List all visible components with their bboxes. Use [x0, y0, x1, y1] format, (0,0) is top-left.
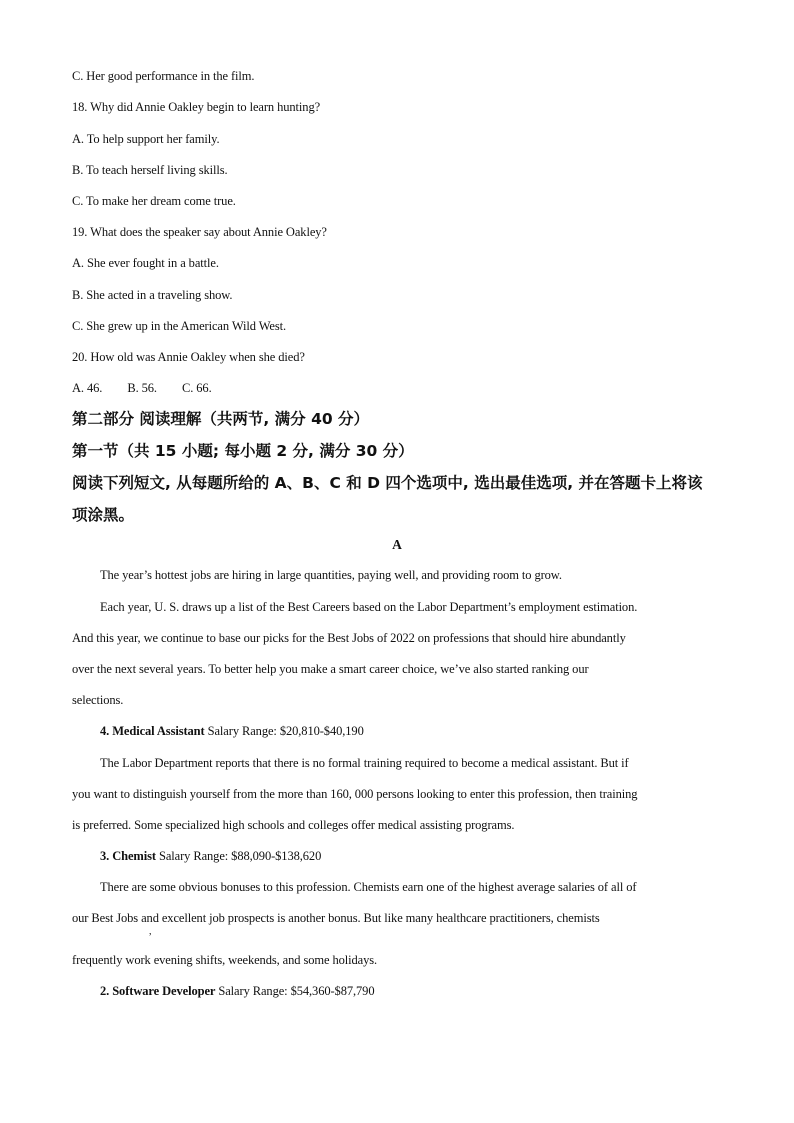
paragraph-4-line-1: There are some obvious bonuses to this profession. Chemists earn one of the highest average salaries of all of [100, 880, 637, 894]
job-salary: Salary Range: $54,360-$87,790 [215, 984, 375, 998]
q20-option-b: B. 56. [127, 381, 157, 395]
paragraph-2-line-4: selections. [72, 693, 124, 707]
stray-comma-mark: , [149, 926, 152, 937]
q18-option-b: B. To teach herself living skills. [72, 163, 228, 177]
paragraph-2-line-2: And this year, we continue to base our picks for the Best Jobs of 2022 on professions that should hire abundantly [72, 631, 626, 645]
q19-option-b: B. She acted in a traveling show. [72, 288, 233, 302]
instruction-line-1: 阅读下列短文, 从每题所给的 A、B、C 和 D 四个选项中, 选出最佳选项, 并在答题卡上将该 [72, 474, 703, 492]
part-title: 第二部分 阅读理解（共两节, 满分 40 分） [72, 410, 370, 428]
job-heading-chemist [100, 848, 321, 864]
q18-option-c: C. To make her dream come true. [72, 194, 236, 208]
q20-option-a: A. 46. [72, 381, 103, 395]
paragraph-4-line-2: our Best Jobs and excellent job prospects is another bonus. But like many healthcare practitioners, chemists [72, 911, 600, 925]
paragraph-3-line-3: is preferred. Some specialized high schools and colleges offer medical assisting programs. [72, 818, 515, 832]
q19-option-a: A. She ever fought in a battle. [72, 256, 219, 270]
q17-option-c: C. Her good performance in the film. [72, 69, 255, 83]
paragraph-1: The year’s hottest jobs are hiring in large quantities, paying well, and providing room to grow. [100, 568, 562, 582]
job-salary: Salary Range: $88,090-$138,620 [155, 849, 322, 863]
paragraph-3-line-2: you want to distinguish yourself from the more than 160, 000 persons looking to enter this profession, then training [72, 787, 638, 801]
job-title: 3. Chemist [100, 849, 156, 863]
q20-option-c: C. 66. [182, 381, 212, 395]
q19-option-c: C. She grew up in the American Wild West. [72, 319, 287, 333]
job-heading-medical-assistant [100, 723, 364, 739]
passage-letter: A [392, 537, 402, 552]
q20-stem: 20. How old was Annie Oakley when she died? [72, 350, 305, 364]
paragraph-3-line-1: The Labor Department reports that there is no formal training required to become a medical assistant. But if [100, 756, 629, 770]
job-title: 2. Software Developer [100, 984, 216, 998]
q20-options [72, 380, 212, 396]
paragraph-2-line-3: over the next several years. To better help you make a smart career choice, we’ve also started ranking our [72, 662, 589, 676]
paragraph-2-line-1: Each year, U. S. draws up a list of the Best Careers based on the Labor Department’s employment estimation. [100, 600, 638, 614]
section-subtitle: 第一节（共 15 小题; 每小题 2 分, 满分 30 分） [72, 442, 414, 460]
job-title: 4. Medical Assistant [100, 724, 205, 738]
job-salary: Salary Range: $20,810-$40,190 [204, 724, 364, 738]
instruction-line-2: 项涂黑。 [72, 506, 135, 524]
q18-stem: 18. Why did Annie Oakley begin to learn hunting? [72, 100, 321, 114]
q19-stem: 19. What does the speaker say about Annie Oakley? [72, 225, 327, 239]
q18-option-a: A. To help support her family. [72, 132, 220, 146]
paragraph-4-line-3: frequently work evening shifts, weekends, and some holidays. [72, 953, 378, 967]
job-heading-software-developer [100, 983, 375, 999]
